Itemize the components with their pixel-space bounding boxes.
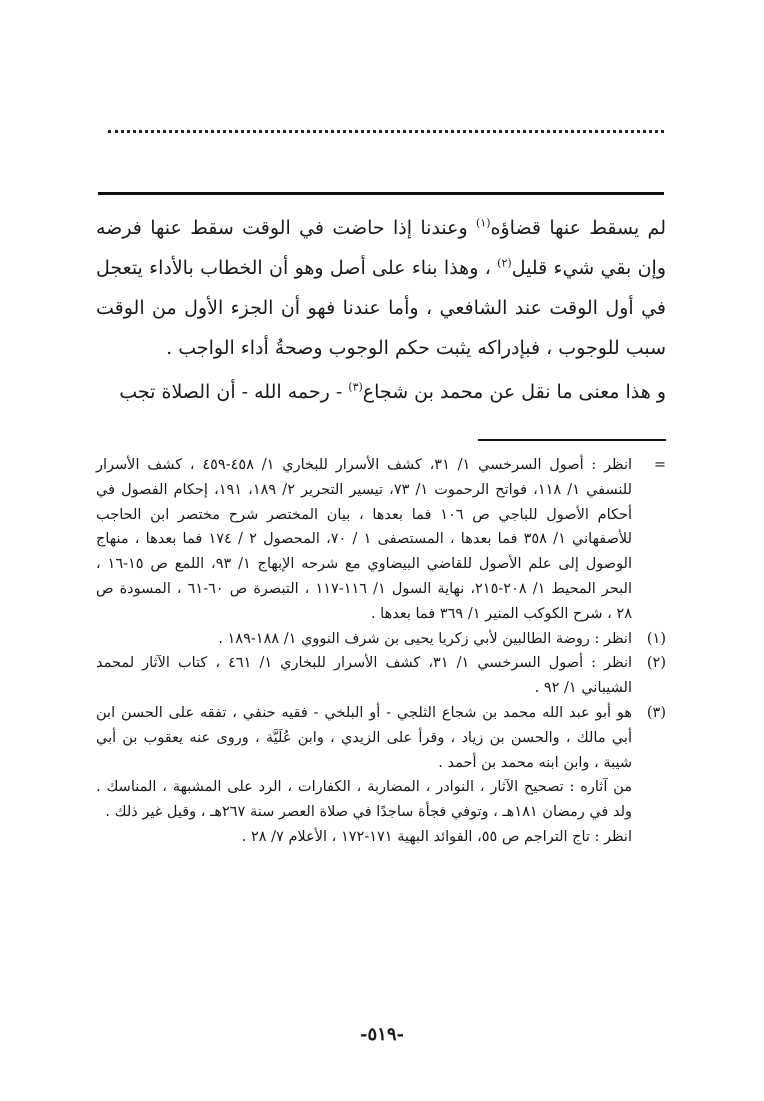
footnote-ref-3[interactable]: (٣) xyxy=(348,380,363,394)
footnote-3 xyxy=(96,701,666,850)
footnote-rule xyxy=(478,439,666,441)
footnote-ref-2[interactable]: (٢) xyxy=(497,256,512,270)
footnote-text: انظر : روضة الطالبين لأبي زكريا يحيى بن شرف النووي ١/ ١٨٨-١٨٩ . xyxy=(218,630,632,647)
footnote-1 xyxy=(96,627,666,652)
footnote-marker: (٢) xyxy=(646,655,666,672)
footnote-text: انظر : أصول السرخسي ١/ ٣١، كشف الأسرار للبخاري ١/ ٤٦١ ، كتاب الآثار لمحمد الشيباني ١/ ٩٢ . xyxy=(96,655,633,697)
footnote-marker: (١) xyxy=(646,630,666,647)
footnote-text: انظر : أصول السرخسي ١/ ٣١، كشف الأسرار للبخاري ١/ ٤٥٨-٤٥٩ ، كشف الأسرار للنسفي ١/ ١١٨، فواتح الرحموت ١/ ٧٣، تيسير التحرير ٢/ ١٨٩، ١٩١، إحكام الفصول في أحكام الأصول للباجي ص ١٠٦ فما بعدها ، بيان المختصر شرح مختصر ابن الحاجب للأصفهاني ١/ ٣٥٨ فما بعدها ، المستصفى ١ / ٧٠، المحصول ٢ / ١٧٤ فما بعدها ، منهاج الوصول إلى علم الأصول للقاضي البيضاوي مع شرحه الإبهاج ١/ ٩٣، اللمع ص ١٥-١٦ ، البحر المحيط ١/ ٢٠٨-٢١٥، نهاية السول ١/ ١١٦-١١٧ ، التبصرة ص ٦٠-٦١ ، المسودة ص ٢٨ ، شرح الكوكب المنير ١/ ٣٦٩ فما بعدها . xyxy=(96,457,633,622)
footnote-works: من آثاره : تصحيح الآثار ، النوادر ، المضاربة ، الكفارات ، الرد على المشبهة ، المناسك . ولد في رمضان ١٨١هـ ، وتوفي فجأة ساجدًا في صلاة العصر سنة ٢٦٧هـ ، وقيل غير ذلك . xyxy=(96,779,632,821)
header-rule xyxy=(98,192,664,195)
footnote-continued xyxy=(96,453,666,627)
footnote-ref-1[interactable]: (١) xyxy=(476,216,491,230)
paragraph: و هذا معنى ما نقل عن محمد بن شجاع$^{(٣)}$ - رحمه الله - أن الصلاة تجب xyxy=(119,380,666,403)
main-text xyxy=(96,208,666,412)
footnote-marker: = xyxy=(653,457,666,473)
footnote-marker: (٣) xyxy=(646,704,666,721)
footnote-biography: هو أبو عبد الله محمد بن شجاع الثلجي - أو البلخي - فقيه حنفي ، تفقه على الحسن ابن أبي مالك ، والحسن بن زياد ، وقرأ على الزيدي ، وابن عُلَيَّة ، وروى عنه يعقوب بن أبي شيبة ، وابن ابنه محمد بن أحمد . xyxy=(96,704,632,771)
footnote-2 xyxy=(96,651,666,701)
footnote-sources: انظر : تاج التراجم ص ٥٥، الفوائد البهية ١٧١-١٧٢ ، الأعلام ٧/ ٢٨ . xyxy=(241,828,632,845)
paragraph: لم يسقط عنها قضاؤه$^{(١)}$ وعندنا إذا حاضت في الوقت سقط عنها فرضه وإن بقي شيء قليل$^{(٢)}$ ، وهذا بناء على أصل وهو أن الخطاب بالأداء يتعجل في أول الوقت عند الشافعي ، وأما عندنا فهو أن الجزء الأول من الوقت سبب للوجوب ، فبإدراكه يثبت حكم الوجوب وصحةُ أداء الواجب . xyxy=(96,216,667,359)
dotted-separator xyxy=(108,118,664,133)
page-number: -٥١٩- xyxy=(360,1024,404,1045)
footnotes xyxy=(96,453,666,850)
